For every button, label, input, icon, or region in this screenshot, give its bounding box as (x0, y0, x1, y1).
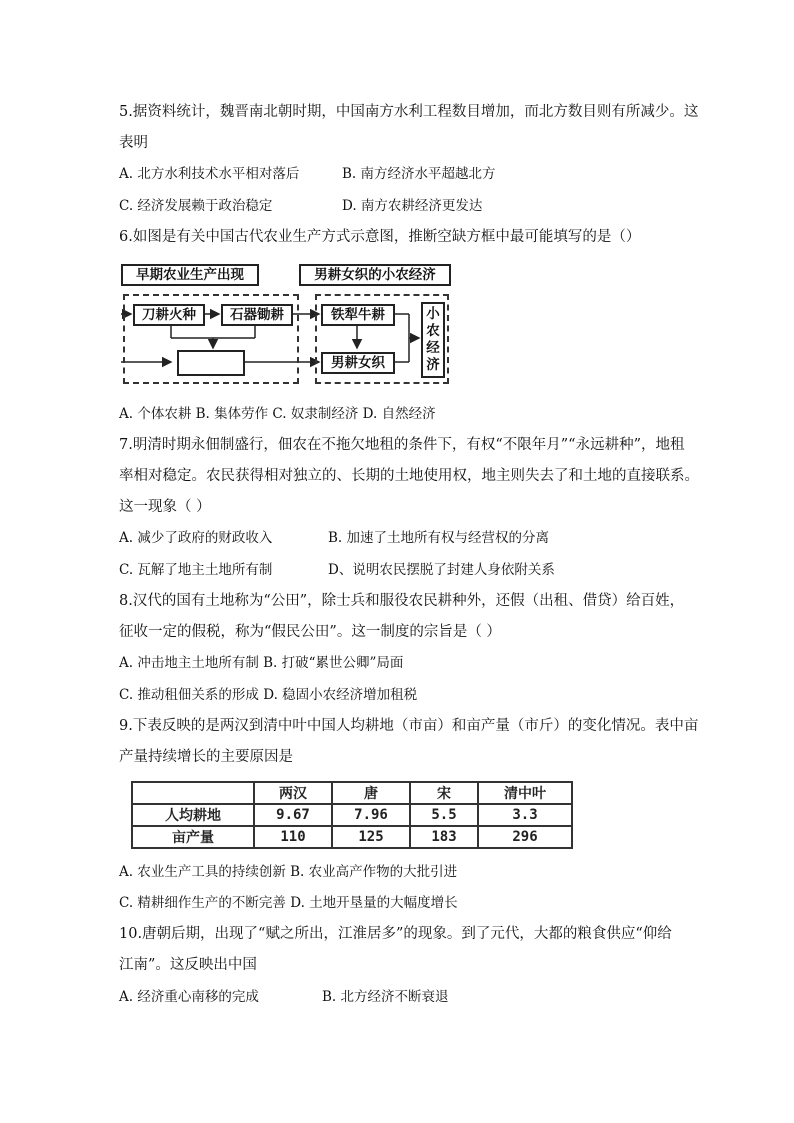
table-row (132, 826, 572, 848)
q8-options-row1[interactable]: A. 冲击地主土地所有制 B. 打破“累世公卿”局面 (119, 655, 404, 671)
q7-stem-line2: 率相对稳定。农民获得相对独立的、长期的土地使用权，地主则失去了和土地的直接联系。 (119, 468, 699, 484)
box-small-peasant-economy: 小农经济 (421, 302, 445, 378)
q9-stem-line1: 9.下表反映的是两汉到清中叶中国人均耕地（市亩）和亩产量（市斤）的变化情况。表中亩 (119, 718, 699, 734)
box-iron-plough: 铁犁牛耕 (321, 304, 395, 326)
q10-option-b[interactable]: B. 北方经济不断衰退 (322, 989, 449, 1005)
q10-option-a[interactable]: A. 经济重心南移的完成 (119, 989, 259, 1005)
q7-stem-line1: 7.明清时期永佃制盛行，佃农在不拖欠地租的条件下，有权“不限年月”“永远耕种”，地租 (119, 437, 685, 453)
q10-stem-line1: 10.唐朝后期，出现了“赋之所出，江淮居多”的现象。到了元代，大都的粮食供应“仰给 (119, 926, 672, 942)
q9-options-row2[interactable]: C. 精耕细作生产的不断完善 D. 土地开垦量的大幅度增长 (119, 895, 458, 911)
table-header-cell: 清中叶 (478, 782, 572, 804)
table-header-cell: 两汉 (254, 782, 332, 804)
q10-stem-line2: 江南”。这反映出中国 (119, 957, 257, 973)
q5-stem-line1: 5.据资料统计，魏晋南北朝时期，中国南方水利工程数目增加，而北方数目则有所减少。这 (119, 104, 699, 120)
q7-stem-line3: 这一现象（ ） (119, 499, 211, 515)
q6-stem: 6.如图是有关中国古代农业生产方式示意图，推断空缺方框中最可能填写的是（） (119, 229, 641, 245)
table-cell: 110 (254, 826, 332, 848)
q6-options[interactable]: A. 个体农耕 B. 集体劳作 C. 奴隶制经济 D. 自然经济 (119, 406, 436, 422)
q8-stem-line2: 征收一定的假税，称为“假民公田”。这一制度的宗旨是（ ） (119, 624, 501, 640)
q6-diagram (119, 262, 459, 386)
q7-option-d[interactable]: D、说明农民摆脱了封建人身依附关系 (328, 562, 555, 578)
q5-option-d[interactable]: D. 南方农耕经济更发达 (342, 198, 483, 214)
q5-option-a[interactable]: A. 北方水利技术水平相对落后 (119, 166, 300, 182)
box-slash-and-burn: 刀耕火种 (133, 304, 205, 326)
q9-data-table (131, 781, 573, 849)
table-cell: 人均耕地 (132, 804, 254, 826)
table-cell: 7.96 (332, 804, 410, 826)
q8-stem-line1: 8.汉代的国有土地称为“公田”，除士兵和服役农民耕种外，还假（出租、借贷）给百姓， (119, 593, 685, 609)
table-header-cell: 宋 (410, 782, 478, 804)
table-cell: 296 (478, 826, 572, 848)
right-group-title: 男耕女织的小农经济 (299, 264, 451, 286)
q7-option-a[interactable]: A. 减少了政府的财政收入 (119, 530, 273, 546)
table-header-row (132, 782, 572, 804)
box-blank-answer[interactable] (177, 350, 245, 376)
table-header-cell: 唐 (332, 782, 410, 804)
box-men-farm-women-weave: 男耕女织 (321, 352, 395, 374)
table-cell: 125 (332, 826, 410, 848)
table-cell: 5.5 (410, 804, 478, 826)
table-cell: 3.3 (478, 804, 572, 826)
q7-option-c[interactable]: C. 瓦解了地主土地所有制 (119, 562, 273, 578)
table-header-cell (132, 782, 254, 804)
table-row (132, 804, 572, 826)
q9-stem-line2: 产量持续增长的主要原因是 (119, 749, 293, 765)
left-group-title: 早期农业生产出现 (121, 264, 259, 286)
box-stone-hoe: 石器锄耕 (221, 304, 293, 326)
table-cell: 183 (410, 826, 478, 848)
table-cell: 9.67 (254, 804, 332, 826)
q5-stem-line2: 表明 (119, 135, 148, 151)
q7-option-b[interactable]: B. 加速了土地所有权与经营权的分离 (328, 530, 550, 546)
q5-option-c[interactable]: C. 经济发展赖于政治稳定 (119, 198, 273, 214)
q5-option-b[interactable]: B. 南方经济水平超越北方 (342, 166, 496, 182)
table-cell: 亩产量 (132, 826, 254, 848)
q9-options-row1[interactable]: A. 农业生产工具的持续创新 B. 农业高产作物的大批引进 (119, 864, 458, 880)
q8-options-row2[interactable]: C. 推动租佃关系的形成 D. 稳固小农经济增加租税 (119, 687, 418, 703)
